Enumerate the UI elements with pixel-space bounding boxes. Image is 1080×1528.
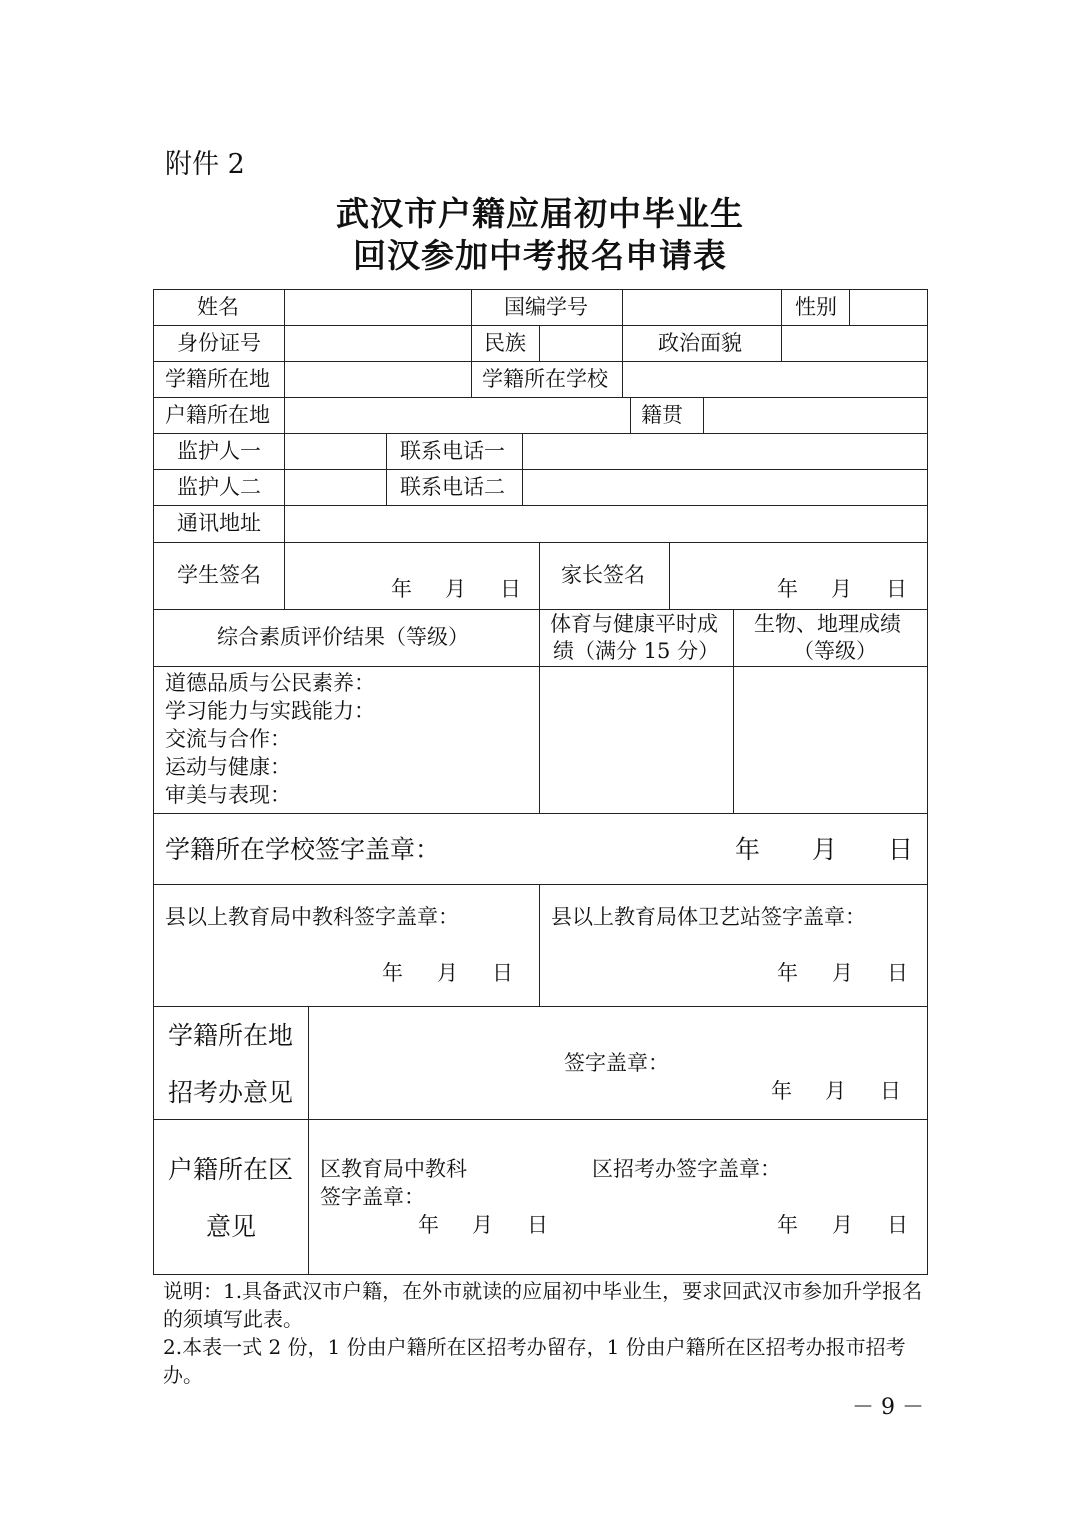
col-line xyxy=(308,1006,309,1275)
label-school-seal: 学籍所在学校签字盖章： xyxy=(165,835,441,864)
label-reg-office-line1: 学籍所在地 xyxy=(168,1021,294,1050)
label-bio-geo-line2: （等级） xyxy=(793,639,877,663)
label-mailing-address: 通讯地址 xyxy=(177,511,261,535)
date-month: 月 xyxy=(445,577,466,601)
row-line xyxy=(153,884,928,885)
label-guardian-two: 监护人二 xyxy=(177,475,261,499)
col-line xyxy=(522,433,523,505)
col-line xyxy=(539,884,540,1006)
date-year: 年 xyxy=(391,577,412,601)
label-bio-geo-line1: 生物、地理成绩 xyxy=(754,612,901,636)
label-ethnicity: 民族 xyxy=(484,331,526,355)
label-district-exam-office: 区招考办签字盖章： xyxy=(592,1157,781,1181)
date-year: 年 xyxy=(418,1213,439,1237)
row-line xyxy=(153,542,928,543)
label-name: 姓名 xyxy=(197,295,239,319)
col-line xyxy=(733,609,734,813)
eval-item: 道德品质与公民素养： xyxy=(165,671,375,695)
page-number: － 9 － xyxy=(852,1395,924,1420)
label-hukou-district-line2: 意见 xyxy=(206,1212,257,1241)
label-school-registration-place: 学籍所在地 xyxy=(165,367,270,391)
col-line xyxy=(781,289,782,361)
date-day: 日 xyxy=(888,835,914,864)
row-line xyxy=(153,469,928,470)
eval-item: 交流与合作： xyxy=(165,727,291,751)
form-title-line1: 武汉市户籍应届初中毕业生 xyxy=(336,194,744,233)
label-political-status: 政治面貌 xyxy=(658,331,742,355)
label-county-edu-pe-station: 县以上教育局体卫艺站签字盖章： xyxy=(551,905,866,929)
label-reg-office-line2: 招考办意见 xyxy=(168,1078,294,1107)
col-line xyxy=(622,325,623,361)
date-month: 月 xyxy=(812,835,838,864)
label-guardian-one: 监护人一 xyxy=(177,439,261,463)
row-line xyxy=(153,325,928,326)
date-day: 日 xyxy=(887,961,908,985)
form-title-line2: 回汉参加中考报名申请表 xyxy=(353,236,727,275)
label-native-place: 籍贯 xyxy=(641,403,683,427)
date-year: 年 xyxy=(735,835,761,864)
label-district-edu-line2: 签字盖章： xyxy=(320,1185,425,1209)
row-line xyxy=(153,609,928,610)
col-line xyxy=(284,289,285,609)
attachment-label: 附件 2 xyxy=(165,149,245,180)
note-item: 说明：1.具备武汉市户籍，在外市就读的应届初中毕业生，要求回武汉市参加升学报名的须填写此表。 xyxy=(163,1279,923,1331)
date-year: 年 xyxy=(777,1213,798,1237)
date-day: 日 xyxy=(886,577,907,601)
date-month: 月 xyxy=(832,1213,853,1237)
label-hukou-district-line1: 户籍所在区 xyxy=(168,1155,294,1184)
row-line xyxy=(153,1119,928,1120)
note-item: 2.本表一式 2 份，1 份由户籍所在区招考办留存，1 份由户籍所在区招考办报市招考办。 xyxy=(163,1335,906,1387)
label-district-edu-line1: 区教育局中教科 xyxy=(320,1157,467,1181)
label-phone-one: 联系电话一 xyxy=(400,439,505,463)
label-sign-seal: 签字盖章： xyxy=(564,1051,669,1075)
eval-item: 审美与表现： xyxy=(165,783,291,807)
label-county-edu-middle-school: 县以上教育局中教科签字盖章： xyxy=(165,905,459,929)
form-notes xyxy=(163,1277,923,1389)
label-parent-signature: 家长签名 xyxy=(561,563,645,587)
date-year: 年 xyxy=(382,961,403,985)
col-line xyxy=(630,397,631,433)
col-line xyxy=(386,433,387,505)
col-line xyxy=(669,542,670,609)
date-month: 月 xyxy=(825,1079,846,1103)
date-day: 日 xyxy=(527,1213,548,1237)
eval-item: 学习能力与实践能力： xyxy=(165,699,375,723)
row-line xyxy=(153,397,928,398)
row-line xyxy=(153,433,928,434)
col-line xyxy=(539,542,540,813)
label-pe-score-line2: 绩（满分 15 分） xyxy=(553,639,720,663)
date-day: 日 xyxy=(492,961,513,985)
label-evaluation-result: 综合素质评价结果（等级） xyxy=(217,625,469,649)
row-line xyxy=(153,813,928,814)
date-day: 日 xyxy=(880,1079,901,1103)
col-line xyxy=(622,361,623,397)
label-gender: 性别 xyxy=(795,295,837,319)
row-line xyxy=(153,505,928,506)
date-month: 月 xyxy=(437,961,458,985)
label-id-number: 身份证号 xyxy=(177,331,261,355)
row-line xyxy=(153,1006,928,1007)
label-student-signature: 学生签名 xyxy=(177,563,261,587)
row-line xyxy=(153,666,928,667)
label-hukou-place: 户籍所在地 xyxy=(165,403,270,427)
col-line xyxy=(622,289,623,325)
col-line xyxy=(539,325,540,361)
date-year: 年 xyxy=(771,1079,792,1103)
date-year: 年 xyxy=(777,577,798,601)
label-pe-score-line1: 体育与健康平时成 xyxy=(550,612,718,636)
date-day: 日 xyxy=(500,577,521,601)
label-student-number: 国编学号 xyxy=(504,295,588,319)
row-line xyxy=(153,361,928,362)
label-school-registration-school: 学籍所在学校 xyxy=(482,367,608,391)
date-year: 年 xyxy=(777,961,798,985)
date-month: 月 xyxy=(472,1213,493,1237)
col-line xyxy=(849,289,850,325)
date-month: 月 xyxy=(831,577,852,601)
col-line xyxy=(471,289,472,397)
label-phone-two: 联系电话二 xyxy=(400,475,505,499)
date-day: 日 xyxy=(887,1213,908,1237)
eval-item: 运动与健康： xyxy=(165,755,291,779)
date-month: 月 xyxy=(832,961,853,985)
col-line xyxy=(703,397,704,433)
table-outer-border xyxy=(153,289,928,1275)
